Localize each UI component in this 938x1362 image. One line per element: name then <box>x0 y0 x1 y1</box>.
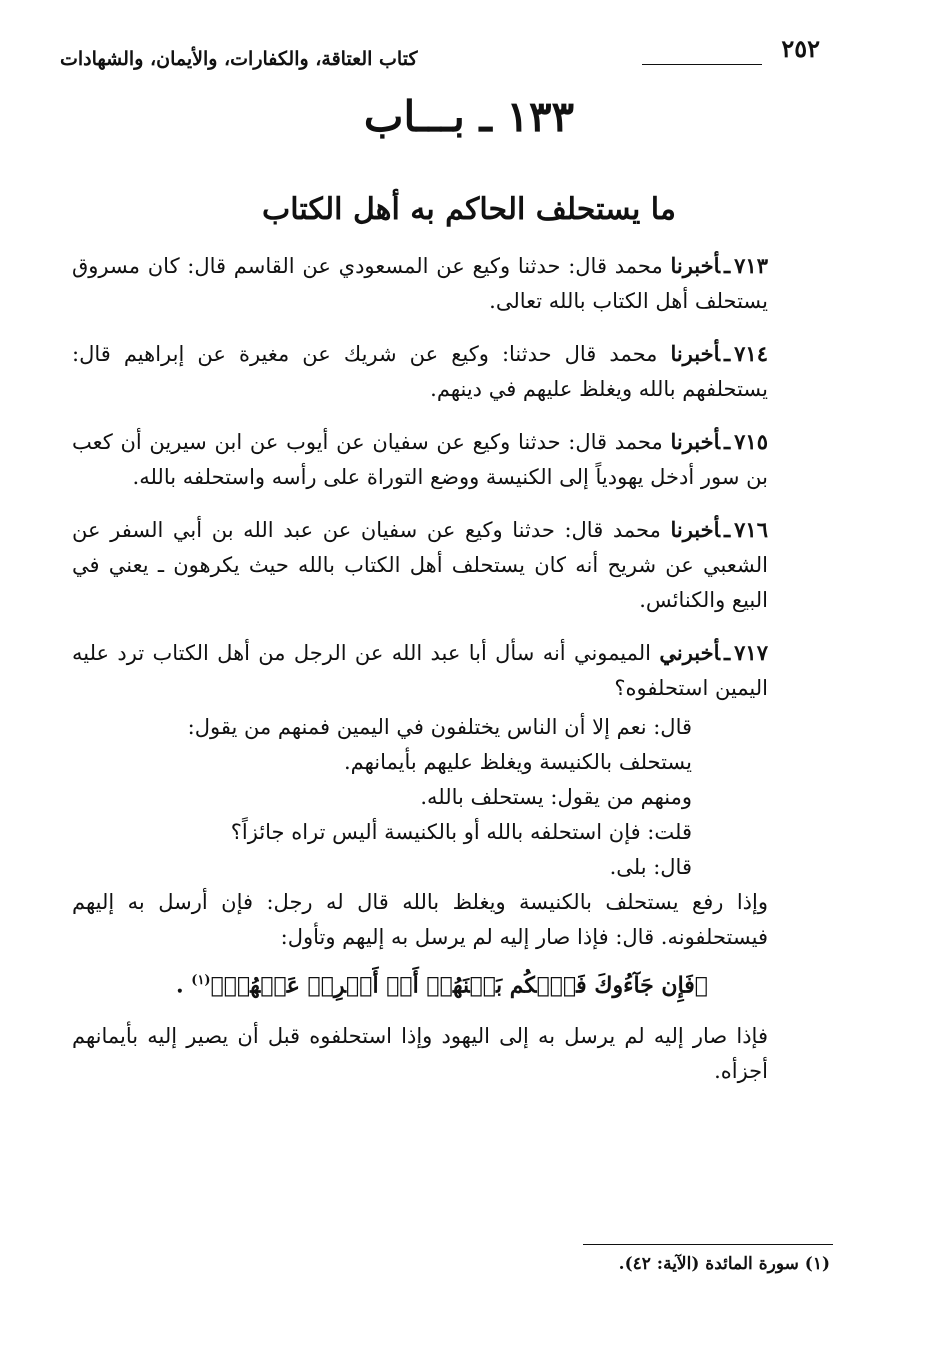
narration-lead: أخبرنا <box>670 429 720 454</box>
final-paragraph: فإذا صار إليه لم يرسل به إلى اليهود وإذا استحلفوه قبل أن يصير إليه بأيمانهم أجزأه. <box>72 1024 768 1084</box>
continuation-paragraph: وإذا رفع يستحلف بالكنيسة ويغلظ بالله قال له رجل: فإن أرسل به إليهم فيستحلفونه. قال: فإذا صار إليه لم يرسل به إليهم وتأول: <box>72 890 768 949</box>
narration-713: ٧١٣ـأخبرنا محمد قال: حدثنا وكيع عن المسعودي عن القاسم قال: كان مسروق يستحلف أهل الكتاب بالله تعالى. <box>72 253 768 313</box>
narration-714: ٧١٤ـأخبرنا محمد قال حدثنا: وكيع عن شريك عن مغيرة عن إبراهيم قال: يستحلفهم بالله ويغلظ عليهم في دينهم. <box>72 341 768 401</box>
narration-lead: أخبرنا <box>670 253 720 278</box>
narration-text: الميموني أنه سأل أبا عبد الله عن الرجل من أهل الكتاب ترد عليه اليمين استحلفوه؟ <box>72 641 768 700</box>
dialogue-line: يستحلف بالكنيسة ويغلظ عليهم بأيمانهم. <box>343 750 692 774</box>
narration-number: ٧١٧ <box>734 640 768 665</box>
dialogue-line: قلت: فإن استحلفه بالله أو بالكنيسة أليس تراه جائزاً؟ <box>230 820 692 844</box>
dialogue-line: قال: بلى. <box>609 855 692 879</box>
dialogue-line: ومنهم من يقول: يستحلف بالله. <box>420 785 692 809</box>
quran-verse: ﴿فَإِن جَآءُوكَ فَٱحۡكُم بَيۡنَهُمۡ أَوۡ أَعۡرِضۡ عَنۡهُمۡ﴾$^{(١)}$ . <box>175 972 708 999</box>
header-rule <box>642 64 762 65</box>
running-title: كتاب العتاقة، والكفارات، والأيمان، والشهادات <box>60 48 418 70</box>
section-title: ما يستحلف الحاكم به أهل الكتاب <box>262 192 676 227</box>
narration-number: ٧١٤ <box>734 341 768 366</box>
narration-text: محمد قال: حدثنا وكيع عن سفيان عن أيوب عن ابن سيرين أن كعب بن سور أدخل يهودياً إلى الكنيسة ووضع التوراة على رأسه واستحلفه بالله. <box>72 430 768 489</box>
narration-text: محمد قال حدثنا: وكيع عن شريك عن مغيرة عن إبراهيم قال: يستحلفهم بالله ويغلظ عليهم في دينهم. <box>72 342 768 401</box>
narration-717: ٧١٧ـأخبرني الميموني أنه سأل أبا عبد الله عن الرجل من أهل الكتاب ترد عليه اليمين استحلفوه؟ <box>72 640 768 700</box>
narration-number: ٧١٣ <box>734 253 768 278</box>
narration-lead: أخبرني <box>659 640 720 665</box>
narration-number: ٧١٦ <box>734 517 768 542</box>
page-header <box>60 34 820 74</box>
narration-lead: أخبرنا <box>670 341 720 366</box>
page-number: ٢٥٢ <box>781 34 820 63</box>
narration-lead: أخبرنا <box>670 517 720 542</box>
dialogue-line: قال: نعم إلا أن الناس يختلفون في اليمين فمنهم من يقول: <box>187 715 692 739</box>
dialogue-block <box>72 710 768 885</box>
chapter-heading: ١٣٣ ـ بـــاب <box>363 92 575 141</box>
quran-verse-text: ﴿فَإِن جَآءُوكَ فَٱحۡكُم بَيۡنَهُمۡ أَوۡ أَعۡرِضۡ عَنۡهُمۡ﴾ <box>210 972 708 999</box>
footnote: (١) سورة المائدة (الآية: ٤٢). <box>618 1254 830 1274</box>
narration-716: ٧١٦ـأخبرنا محمد قال: حدثنا وكيع عن سفيان عن عبد الله بن أبي السفر عن الشعبي عن شريح أنه كان يستحلف أهل الكتاب بالله حيث يكرهون ـ يعني في البيع والكنائس. <box>72 517 768 612</box>
narration-715: ٧١٥ـأخبرنا محمد قال: حدثنا وكيع عن سفيان عن أيوب عن ابن سيرين أن كعب بن سور أدخل يهودياً إلى الكنيسة ووضع التوراة على رأسه واستحلفه بالله. <box>72 429 768 489</box>
footnote-marker: (١) <box>191 973 211 988</box>
narration-text: محمد قال: حدثنا وكيع عن سفيان عن عبد الله بن أبي السفر عن الشعبي عن شريح أنه كان يستحلف أهل الكتاب بالله حيث يكرهون ـ يعني في البيع والكنائس. <box>72 518 768 612</box>
page-body <box>72 248 768 1106</box>
narration-text: محمد قال: حدثنا وكيع عن المسعودي عن القاسم قال: كان مسروق يستحلف أهل الكتاب بالله تعالى. <box>72 254 768 313</box>
narration-number: ٧١٥ <box>734 429 768 454</box>
footnote-rule <box>583 1244 833 1245</box>
